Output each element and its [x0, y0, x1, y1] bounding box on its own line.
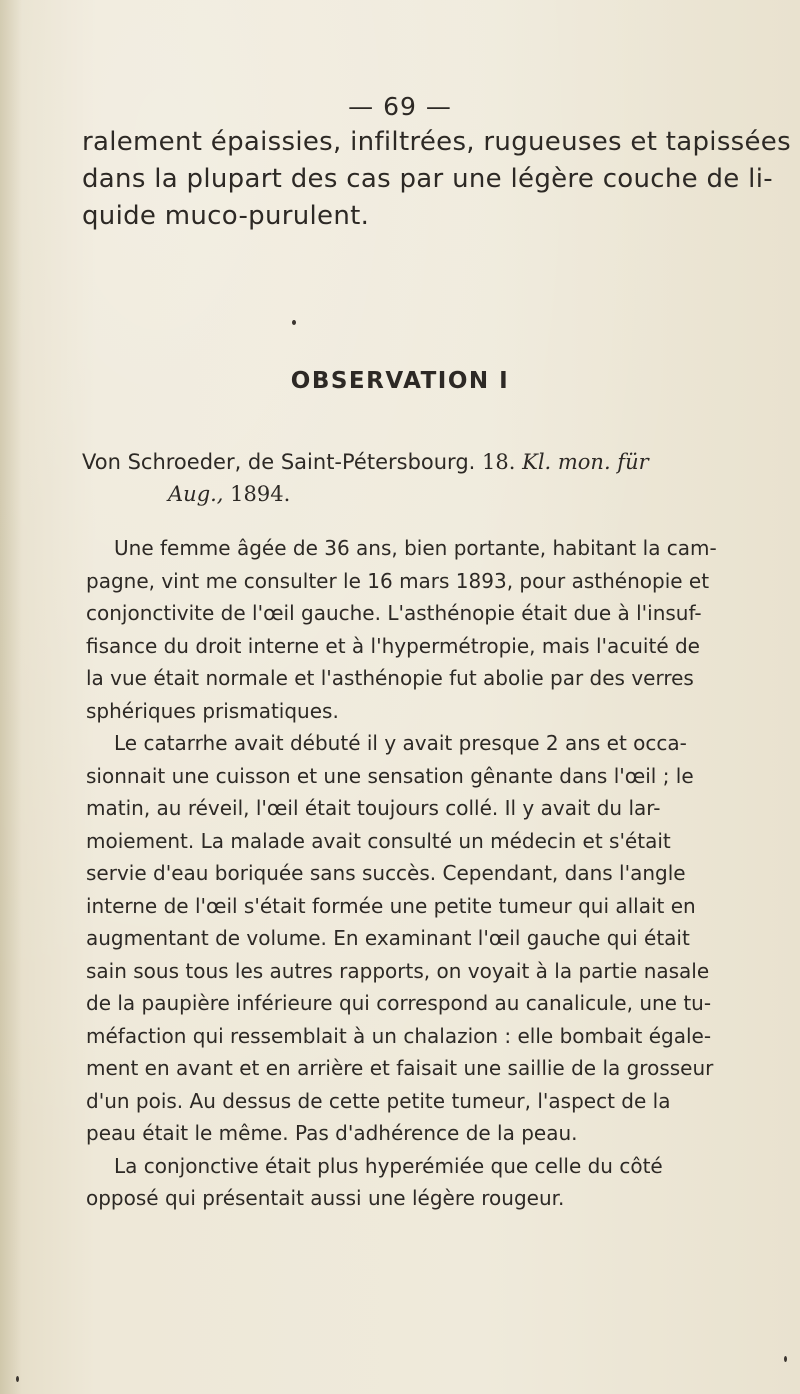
citation-volume: 18. [482, 450, 516, 474]
intro-line: quide muco-purulent. [82, 201, 370, 231]
body-line: servie d'eau boriquée sans succès. Cependant, dans l'angle [86, 861, 686, 885]
citation-line-2 [82, 478, 722, 510]
citation-journal: Kl. mon. für [522, 450, 649, 474]
body-line: Le catarrhe avait débuté il y avait presque 2 ans et occa- [114, 731, 687, 755]
body-line: sionnait une cuisson et une sensation gênante dans l'œil ; le [86, 763, 694, 788]
intro-line: dans la plupart des cas par une légère couche de li- [82, 164, 773, 194]
citation-authors: Von Schroeder, de Saint-Pétersbourg. [82, 450, 476, 474]
ink-speck [292, 320, 296, 325]
body-line: ment en avant et en arrière et faisait une saillie de la grosseur [86, 1056, 714, 1080]
intro-line: ralement épaissies, infiltrées, rugueuses et tapissées [82, 127, 791, 157]
body-line: de la paupière inférieure qui correspond au canalicule, une tu- [86, 991, 712, 1015]
body-line: peau était le même. Pas d'adhérence de la peau. [86, 1121, 578, 1145]
body-line: la vue était normale et l'asthénopie fut abolie par des verres [86, 666, 694, 690]
body-line: sain sous tous les autres rapports, on voyait à la partie nasale [86, 958, 710, 983]
observation-body [86, 532, 726, 1215]
ink-speck [784, 1356, 787, 1362]
citation [82, 446, 722, 510]
body-line: sphériques prismatiques. [86, 698, 339, 723]
body-line: opposé qui présentait aussi une légère rougeur. [86, 1186, 565, 1210]
body-line: méfaction qui ressemblait à un chalazion : elle bombait égale- [86, 1023, 712, 1048]
page-gutter-shadow [0, 0, 22, 1394]
body-line: pagne, vint me consulter le 16 mars 1893, pour asthénopie et [86, 568, 710, 593]
body-line: fisance du droit interne et à l'hypermétropie, mais l'acuité de [86, 633, 700, 658]
body-line: moiement. La malade avait consulté un médecin et s'était [86, 828, 671, 853]
page-number: — 69 — [348, 92, 452, 121]
body-line: conjonctivite de l'œil gauche. L'asthénopie était due à l'insuf- [86, 601, 702, 625]
citation-year: 1894. [230, 482, 291, 506]
intro-paragraph [82, 124, 791, 235]
body-line: matin, au réveil, l'œil était toujours collé. Il y avait du lar- [86, 796, 661, 820]
citation-journal-cont: Aug., [168, 482, 224, 506]
body-line: augmentant de volume. En examinant l'œil gauche qui était [86, 926, 690, 950]
body-line: Une femme âgée de 36 ans, bien portante, habitant la cam- [114, 536, 717, 560]
observation-title: OBSERVATION I [290, 368, 510, 394]
body-line: La conjonctive était plus hyperémiée que celle du côté [114, 1153, 663, 1178]
body-line: d'un pois. Au dessus de cette petite tumeur, l'aspect de la [86, 1088, 671, 1113]
body-line: interne de l'œil s'était formée une petite tumeur qui allait en [86, 893, 696, 918]
ink-speck [16, 1376, 19, 1382]
